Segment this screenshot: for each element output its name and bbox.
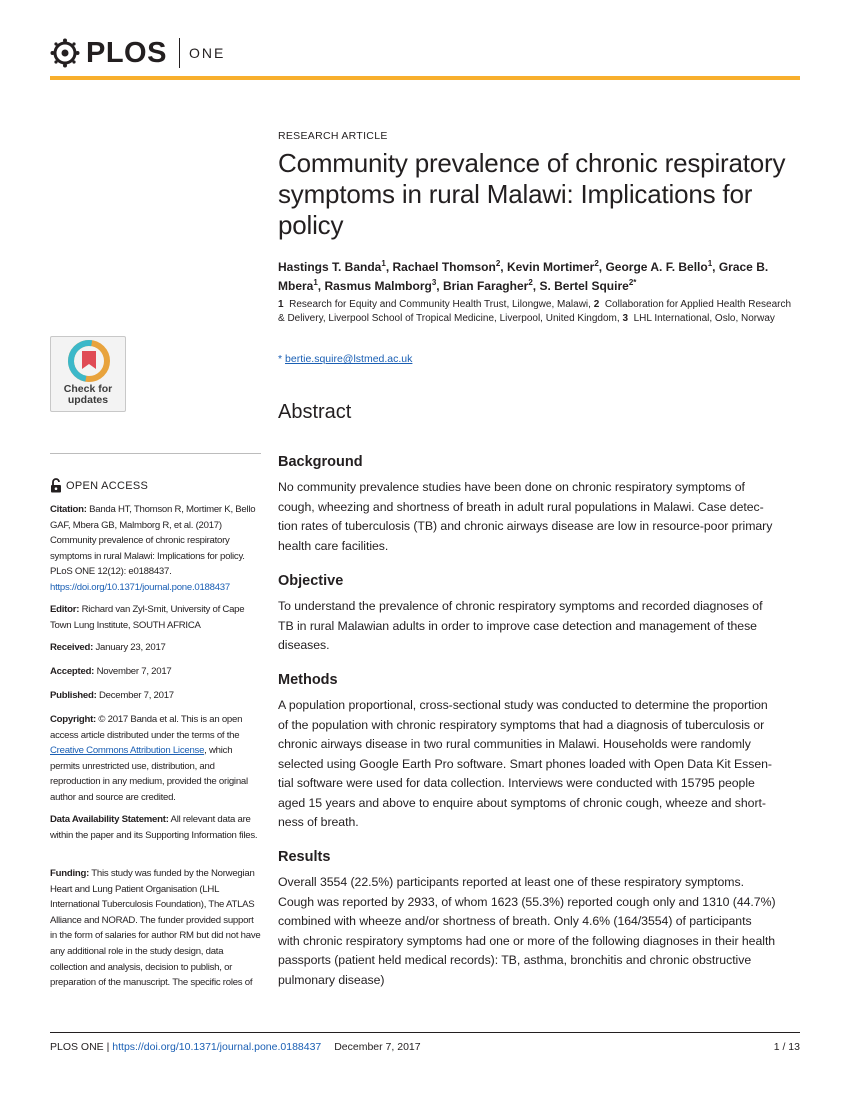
corresponding-marker: * (278, 353, 283, 365)
affiliation-number: 1 (278, 299, 284, 310)
author-name[interactable]: Rasmus Malmborg (324, 279, 432, 293)
journal-name: ONE (188, 45, 226, 61)
text-line: pulmonary disease) (278, 972, 385, 987)
header-accent-bar (50, 76, 800, 80)
results-paragraph (278, 873, 800, 990)
text-line: No community prevalence studies have been done on chronic respiratory symptoms of (278, 480, 745, 494)
results-heading: Results (278, 849, 331, 865)
author-affiliation-marker: 1 (707, 259, 713, 268)
license-link[interactable]: Creative Commons Attribution License (50, 745, 205, 757)
author-affiliation-marker: 1 (313, 278, 318, 287)
page-number: 1 / 13 (773, 1041, 800, 1053)
data-availability-block (50, 812, 262, 843)
affiliation-text: Research for Equity and Community Health Trust, Lilongwe, Malawi, (289, 299, 591, 310)
plos-one-logo[interactable] (50, 36, 225, 70)
affiliation-text: LHL International, Oslo, Norway (633, 313, 775, 324)
plos-logo-icon (50, 38, 80, 68)
received-block (50, 640, 262, 656)
abstract-heading: Abstract (278, 401, 352, 423)
accepted-date: November 7, 2017 (96, 666, 172, 677)
citation-doi-link[interactable]: https://doi.org/10.1371/journal.pone.0188437 (50, 581, 230, 593)
author-affiliation-marker: 2* (628, 278, 637, 287)
corresponding-author (278, 353, 800, 365)
methods-paragraph (278, 696, 800, 833)
author-affiliation-marker: 2 (528, 278, 533, 287)
article-title: Community prevalence of chronic respiratory symptoms in rural Malawi: Implications for policy (278, 148, 786, 240)
background-heading: Background (278, 454, 363, 470)
author-name[interactable]: S. Bertel Squire (539, 279, 629, 293)
open-lock-icon (50, 478, 62, 493)
affiliation-list (278, 298, 800, 326)
text-line: Cough was reported by 2933, of whom 1623 (55.3%) reported cough only and 1310 (44.7%) (278, 894, 776, 909)
affiliation-text: Collaboration for Applied Health Research & Delivery, Liverpool School of Tropical Medicine, Liverpool, United Kingdom, (278, 299, 792, 324)
affiliation-number: 2 (593, 299, 600, 310)
text-line: cough, wheezing and shortness of breath in adult rural populations in Malawi. Case detec- (278, 499, 764, 514)
author-list: Hastings T. Banda$^1$, Rachael Thomson$^2$, Kevin Mortimer$^2$, George A. F. Bello$^1$, Grace B. Mbera$^1$, Rasmus Malmborg$^3$, Brian Faragher$^2$, S. Bertel Squire$^{2*}$ (278, 259, 769, 293)
open-access-text: OPEN ACCESS (66, 479, 149, 492)
received-date: January 23, 2017 (95, 642, 166, 653)
accepted-label: Accepted: (50, 666, 95, 677)
check-for-updates-label: Check for updates (63, 383, 113, 406)
footer-citation (50, 1041, 421, 1053)
text-line: selected using Google Earth Pro software. Smart phones loaded with Open Data Kit Essen- (278, 756, 772, 771)
funding-text: This study was funded by the Norwegian Heart and Lung Patient Organisation (LHL International Tuberculosis Foundation), The ATLAS Alliance and NORAD. The funder provided support in the form of salaries for author RM but did not have any additional role in the study design, data collection and analysis, decision to publish, or preparation of the manuscript. The specific roles of (50, 868, 261, 989)
objective-paragraph (278, 597, 800, 656)
funding-block (50, 866, 262, 991)
author-name[interactable]: Rachael Thomson (392, 260, 496, 274)
copyright-label: Copyright: (50, 714, 96, 725)
text-line: of the population with chronic respiratory symptoms that had a diagnosis of tuberculosis or (278, 717, 765, 732)
copyright-block (50, 712, 262, 806)
author-name[interactable]: George A. F. Bello (605, 260, 708, 274)
open-access-label (50, 478, 148, 493)
footer-divider (50, 1032, 800, 1033)
author-affiliation-marker: 1 (381, 259, 386, 268)
sidebar-divider (50, 453, 261, 454)
text-line: To understand the prevalence of chronic respiratory symptoms and recorded diagnoses of (278, 599, 763, 613)
check-for-updates-badge[interactable] (50, 336, 126, 412)
text-line: passports (patient held medical records): TB, asthma, bronchitis and chronic obstructive (278, 953, 752, 967)
editor-text: Richard van Zyl-Smit, University of Cape Town Lung Institute, SOUTH AFRICA (50, 604, 245, 631)
text-line: diseases. (278, 638, 330, 652)
corresponding-email-link[interactable]: bertie.squire@lstmed.ac.uk (285, 353, 413, 365)
copyright-text-pre: © 2017 Banda et al. This is an open access article distributed under the terms of the (50, 714, 243, 741)
author-name[interactable]: Brian Faragher (442, 279, 529, 293)
affiliation-number: 3 (622, 313, 628, 324)
text-line: TB in rural Malawian adults in order to improve case detection and management of these (278, 618, 757, 633)
text-line: tial software were used for data collection. Interviews were conducted with 15795 people (278, 776, 755, 790)
editor-label: Editor: (50, 604, 80, 615)
citation-block (50, 502, 262, 596)
data-availability-text: All relevant data are within the paper and its Supporting Information files. (50, 814, 258, 841)
author-name[interactable]: Hastings T. Banda (278, 260, 382, 274)
published-label: Published: (50, 690, 97, 701)
footer-date: December 7, 2017 (334, 1041, 421, 1053)
funding-label: Funding: (50, 868, 90, 879)
text-line: chronic airways disease in two rural communities in Malawi. Households were randomly (278, 737, 751, 751)
author-name[interactable]: Kevin Mortimer (506, 260, 595, 274)
accepted-block (50, 664, 262, 680)
published-date: December 7, 2017 (98, 690, 174, 701)
text-line: aged 15 years and above to enquire about symptoms of chronic cough, wheeze and short- (278, 795, 766, 810)
received-label: Received: (50, 642, 94, 653)
author-affiliation-marker: 2 (594, 259, 599, 268)
text-line: combined with wheeze and/or shortness of breath. Only 4.6% (164/3554) of participants (278, 914, 752, 928)
background-paragraph (278, 478, 800, 556)
article-type: RESEARCH ARTICLE (278, 130, 388, 142)
text-line: ness of breath. (278, 815, 359, 829)
text-line: with chronic respiratory symptoms had one or more of the following diagnoses in their health (278, 933, 776, 948)
citation-label: Citation: (50, 504, 87, 515)
logo-word: PLOS (86, 36, 167, 69)
editor-block (50, 602, 262, 633)
copyright-text-post: , which permits unrestricted use, distribution, and reproduction in any medium, provided the original author and source are credited. (50, 745, 248, 803)
footer-separator: | (106, 1041, 110, 1053)
author-affiliation-marker: 3 (431, 278, 437, 287)
citation-text: Banda HT, Thomson R, Mortimer K, Bello GAF, Mbera GB, Malmborg R, et al. (2017) Community prevalence of chronic respiratory symptoms in rural Malawi: Implications for policy. PLoS ONE 12(12): e0188437. (50, 504, 256, 578)
published-block (50, 688, 262, 704)
text-line: tion rates of tuberculosis (TB) and chronic airways disease are low in resource-poor primary (278, 519, 773, 533)
author-affiliation-marker: 2 (495, 259, 501, 268)
text-line: A population proportional, cross-sectional study was conducted to determine the proportion (278, 698, 768, 712)
logo-divider (179, 38, 180, 68)
footer-journal: PLOS ONE (50, 1041, 104, 1053)
text-line: health care facilities. (278, 538, 389, 553)
footer-doi-link[interactable]: https://doi.org/10.1371/journal.pone.0188437 (112, 1041, 322, 1053)
objective-heading: Objective (278, 573, 344, 589)
author-name[interactable]: Grace B. Mbera (278, 260, 769, 293)
text-line: Overall 3554 (22.5%) participants reported at least one of these respiratory symptoms. (278, 875, 744, 889)
crossmark-icon (51, 337, 127, 383)
methods-heading: Methods (278, 672, 338, 688)
data-availability-label: Data Availability Statement: (50, 814, 169, 825)
